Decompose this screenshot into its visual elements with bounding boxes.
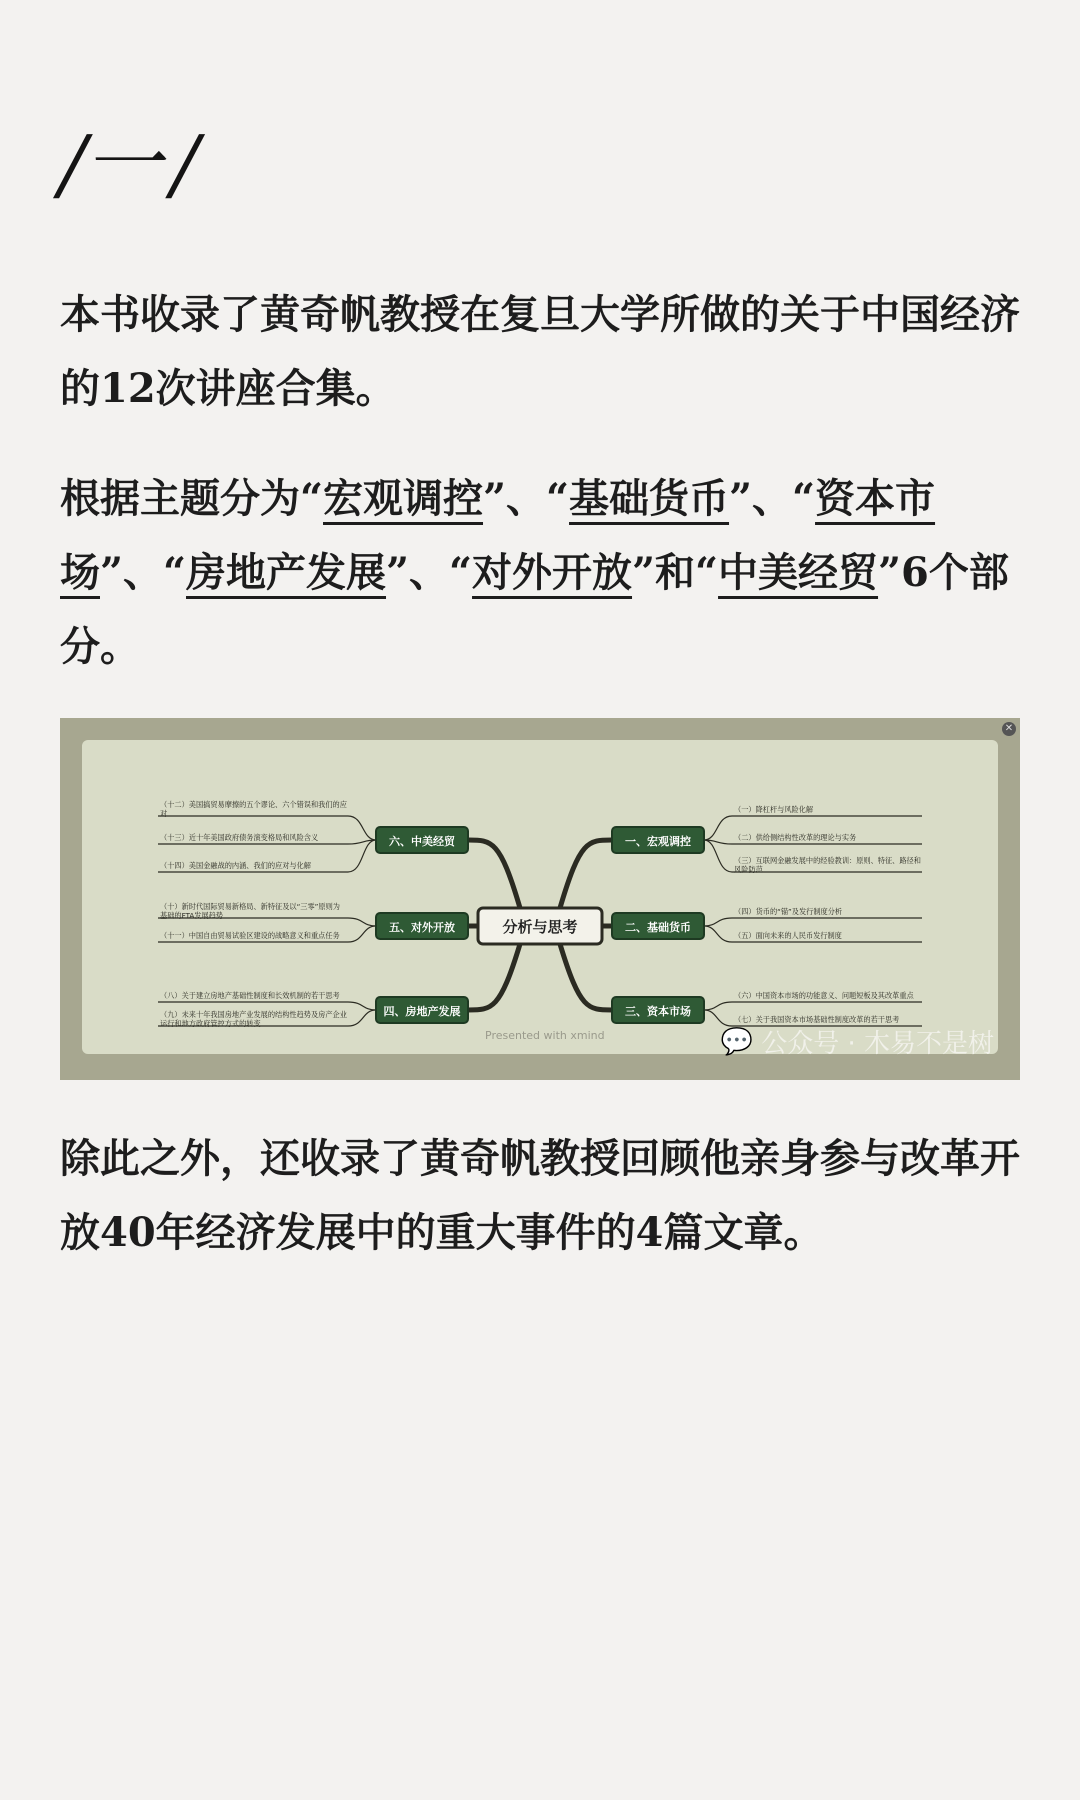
mindmap-item-text: （六）中国资本市场的功能意义、问题短板及其改革重点 — [734, 991, 914, 1000]
section-mark: /一/ — [50, 120, 213, 210]
mindmap-item-text: （一）降杠杆与风险化解 — [734, 805, 814, 814]
mindmap-center-label: 分析与思考 — [502, 918, 578, 936]
topic-macro-control: 宏观调控 — [323, 475, 484, 522]
paragraph-topics: 根据主题分为“宏观调控”、“基础货币”、“资本市场”、“房地产发展”、“对外开放”和“中美经贸”6个部分。 — [60, 475, 1009, 670]
mindmap-branch-label: 六、中美经贸 — [389, 835, 455, 848]
close-icon[interactable]: ✕ — [1002, 722, 1016, 736]
mindmap-branch-label: 二、基础货币 — [625, 921, 691, 934]
mindmap-item-text: （二）供给侧结构性改革的理论与实务 — [734, 833, 857, 842]
topic-capital-market: 资本市场 — [60, 475, 936, 596]
mindmap-item-text: （七）关于我国资本市场基础性制度改革的若干思考 — [734, 1015, 900, 1024]
mindmap-branch-label: 四、房地产发展 — [383, 1005, 461, 1018]
wechat-icon: 💬 — [720, 1026, 754, 1057]
xmind-credit: Presented with xmind — [485, 1029, 605, 1042]
mindmap-item-text: （八）关于建立房地产基础性制度和长效机制的若干思考 — [160, 991, 340, 1000]
mindmap-item-text: （十四）美国金融战的内涵、我们的应对与化解 — [160, 861, 311, 870]
mindmap-item-text: （十二）美国搞贸易摩擦的五个谬论、六个错误和我们的应对 — [160, 800, 347, 818]
paragraph-intro: 本书收录了黄奇帆教授在复旦大学所做的关于中国经济的12次讲座合集。 — [60, 291, 1020, 412]
mindmap-image — [60, 718, 1020, 1080]
topic-opening-up: 对外开放 — [472, 549, 633, 596]
mindmap-item-text: （五）面向未来的人民币发行制度 — [734, 931, 842, 940]
topic-china-us-trade: 中美经贸 — [718, 549, 879, 596]
mindmap-item-text: （十）新时代国际贸易新格局、新特征及以“三零”原则为基础的FTA发展趋势 — [160, 902, 340, 920]
mindmap-item-text: （四）货币的“锚”及发行制度分析 — [734, 907, 843, 916]
watermark — [721, 1023, 994, 1060]
topic-base-money: 基础货币 — [569, 475, 730, 522]
mindmap-item-text: （十一）中国自由贸易试验区建设的战略意义和重点任务 — [160, 931, 340, 940]
mindmap-item-text: （十三）近十年美国政府债务演变格局和风险含义 — [160, 833, 319, 842]
mindmap-branch-label: 五、对外开放 — [389, 921, 455, 934]
watermark-text: 公众号 · 木易不是树 — [761, 1029, 994, 1059]
mindmap-board — [82, 740, 998, 1054]
mindmap-item-text: （九）未来十年我国房地产业发展的结构性趋势及房产企业运行和地方政府管控方式的转变 — [160, 1010, 347, 1028]
mindmap-branch-label: 三、资本市场 — [625, 1005, 691, 1018]
mindmap-branch-label: 一、宏观调控 — [625, 835, 691, 848]
topic-real-estate: 房地产发展 — [186, 549, 387, 596]
mindmap-item-text: （三）互联网金融发展中的经验教训：原则、特征、路径和风险防范 — [734, 856, 921, 874]
paragraph-extra: 除此之外，还收录了黄奇帆教授回顾他亲身参与改革开放40年经济发展中的重大事件的4篇文章。 — [60, 1135, 1020, 1256]
